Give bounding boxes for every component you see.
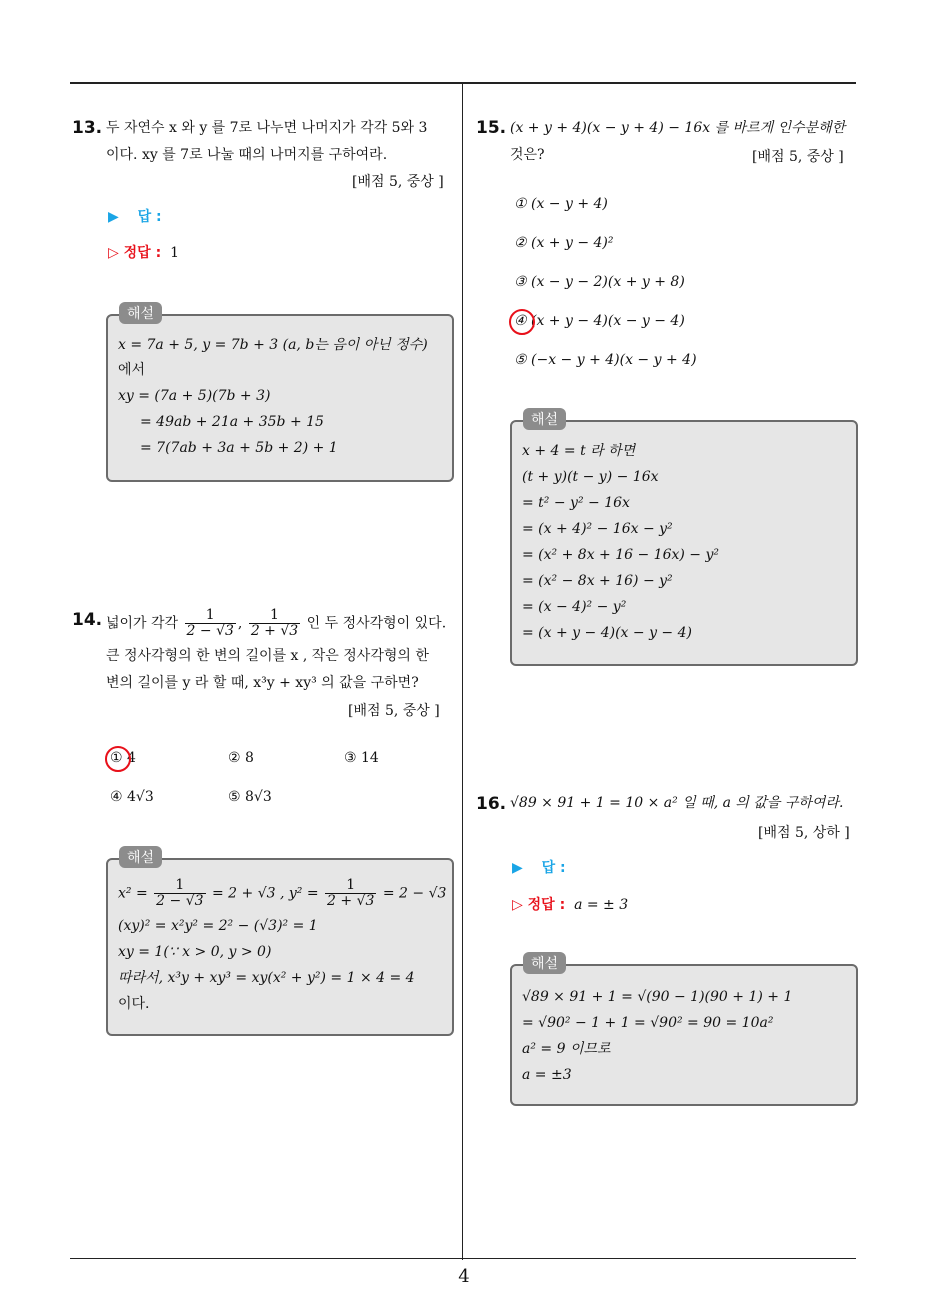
q14-prefix: 넓이가 각각 (106, 615, 179, 632)
q16-answer-row (512, 857, 566, 877)
q15-choice-3[interactable]: ③ (x − y − 2)(x + y + 8) (514, 274, 685, 290)
q14-ex-frac2-den: 2 + √3 (327, 893, 375, 909)
q16-number: 16. (476, 794, 507, 814)
q14-frac2-num: 1 (270, 607, 279, 623)
q15-explain-line-4: = (x + 4)² − 16x − y² (522, 521, 673, 537)
q13-number: 13. (72, 118, 103, 138)
top-rule (70, 82, 856, 84)
q16-line1: √89 × 91 + 1 = 10 × a² 일 때, a 의 값을 구하여라. (510, 795, 844, 811)
q13-correct-row (108, 242, 179, 262)
q14-frac2-den: 2 + √3 (250, 623, 299, 639)
q15-explain-line-2: (t + y)(t − y) − 16x (522, 469, 659, 485)
q16-explain-line-2: = √90² − 1 + 1 = √90² = 90 = 10a² (522, 1015, 774, 1031)
center-divider (462, 82, 463, 1260)
q15-choice-2[interactable]: ② (x + y − 4)² (514, 235, 614, 251)
q13-answer-row (108, 206, 162, 226)
q14-explain-x2: x² = (118, 885, 148, 902)
q14-ex-frac1-den: 2 − √3 (156, 893, 204, 909)
q14-score: [배점 5, 중상 ] (348, 703, 440, 719)
q15-line2: 것은? (510, 147, 545, 163)
q15-choice-1[interactable]: ① (x − y + 4) (514, 196, 608, 212)
q13-correct-value: 1 (170, 245, 179, 261)
q16-explain-line-3: a² = 9 이므로 (522, 1041, 611, 1057)
q15-number: 15. (476, 118, 507, 138)
q15-score: [배점 5, 중상 ] (752, 149, 844, 165)
q14-line1: 넓이가 각각 $\frac{1}{2 - √3}$ , $\frac{1}{2 + √3}$ 인 두 정사각형이 있다. (106, 607, 447, 639)
q15-line1: (x + y + 4)(x − y + 4) − 16x 를 바르게 인수분해한 (510, 120, 846, 136)
q13-explain-line-4: = 49ab + 21a + 35b + 15 (140, 414, 324, 430)
play-icon: ▶ (108, 209, 119, 225)
q14-explanation-tab: 해설 (119, 846, 162, 868)
q16-correct-value: a = ± 3 (574, 897, 629, 913)
q14-choice-4[interactable]: ④ 4√3 (110, 789, 154, 805)
q14-number: 14. (72, 610, 103, 630)
q14-ex-frac1-val: = 2 + √3 , y² = (211, 885, 319, 902)
q15-explain-line-5: = (x² + 8x + 16 − 16x) − y² (522, 547, 719, 563)
q15-explanation-tab: 해설 (523, 408, 566, 430)
q14-line2: 큰 정사각형의 한 변의 길이를 x , 작은 정사각형의 한 (106, 648, 429, 664)
q14-explain-line-1: (xy)² = x²y² = 2² − (√3)² = 1 (118, 918, 318, 934)
q14-explain-fraction-1 (154, 878, 205, 909)
q14-explain-fraction-line (118, 878, 446, 909)
q15-choice-5[interactable]: ⑤ (−x − y + 4)(x − y + 4) (514, 352, 697, 368)
q14-suffix: 인 두 정사각형이 있다. (306, 615, 447, 632)
q14-frac1-num: 1 (205, 607, 215, 623)
q13-explain-line-5: = 7(7ab + 3a + 5b + 2) + 1 (140, 440, 338, 456)
q15-choice-4[interactable]: ④ (x + y − 4)(x − y − 4) (514, 313, 685, 329)
q14-choice-5[interactable]: ⑤ 8√3 (228, 789, 272, 805)
q13-explanation-tab: 해설 (119, 302, 162, 324)
play-icon: ▶ (512, 860, 523, 876)
q15-explain-line-7: = (x − 4)² − y² (522, 599, 627, 615)
q13-explain-line-1: x = 7a + 5, y = 7b + 3 (a, b는 음이 아닌 정수) (118, 337, 428, 353)
q14-ex-frac2-num: 1 (346, 877, 356, 893)
q14-fraction-1 (185, 608, 236, 639)
q14-explain-line-3: 따라서, x³y + xy³ = xy(x² + y²) = 1 × 4 = 4 (118, 970, 415, 986)
q14-choice-3[interactable]: ③ 14 (344, 750, 379, 766)
q16-explanation-tab: 해설 (523, 952, 566, 974)
triangle-outline-icon: ▷ (512, 897, 523, 913)
q14-choice-1[interactable]: ① 4 (110, 750, 136, 766)
q14-explain-line-2: xy = 1(∵ x > 0, y > 0) (118, 944, 272, 960)
q13-explain-line-2: 에서 (118, 362, 146, 378)
q14-selected-mark (105, 746, 131, 772)
q15-explain-line-1: x + 4 = t 라 하면 (522, 443, 636, 459)
q15-explain-line-8: = (x + y − 4)(x − y − 4) (522, 625, 692, 641)
q14-ex-frac1-num: 1 (175, 877, 185, 893)
triangle-outline-icon: ▷ (108, 245, 119, 261)
q16-score: [배점 5, 상하 ] (758, 825, 850, 841)
q13-line2: 이다. xy 를 7로 나눌 때의 나머지를 구하여라. (106, 147, 388, 163)
q13-score: [배점 5, 중상 ] (352, 174, 444, 190)
q14-choice-2[interactable]: ② 8 (228, 750, 254, 766)
q13-line1: 두 자연수 x 와 y 를 7로 나누면 나머지가 각각 5와 3 (106, 120, 428, 136)
q14-fraction-2 (249, 608, 300, 639)
q13-answer-label: 답 : (137, 209, 162, 225)
q15-selected-mark (509, 309, 535, 335)
page-number: 4 (458, 1266, 470, 1287)
q13-explain-line-3: xy = (7a + 5)(7b + 3) (118, 388, 271, 404)
q16-explain-line-1: √89 × 91 + 1 = √(90 − 1)(90 + 1) + 1 (522, 989, 793, 1005)
q15-explain-line-3: = t² − y² − 16x (522, 495, 630, 511)
bottom-rule (70, 1258, 856, 1259)
q16-correct-row (512, 894, 628, 914)
q15-explain-line-6: = (x² − 8x + 16) − y² (522, 573, 673, 589)
q14-ex-frac2-val: = 2 − √3 (382, 885, 447, 902)
q16-answer-label: 답 : (541, 860, 566, 876)
q14-explain-line-4: 이다. (118, 996, 150, 1012)
q14-frac1-den: 2 − √3 (186, 623, 234, 639)
q16-correct-label: 정답 : (527, 897, 566, 913)
q14-line3: 변의 길이를 y 라 할 때, x³y + xy³ 의 값을 구하면? (106, 675, 419, 691)
q16-explain-line-4: a = ±3 (522, 1067, 572, 1083)
q14-explain-fraction-2 (325, 878, 376, 909)
q13-correct-label: 정답 : (123, 245, 162, 261)
